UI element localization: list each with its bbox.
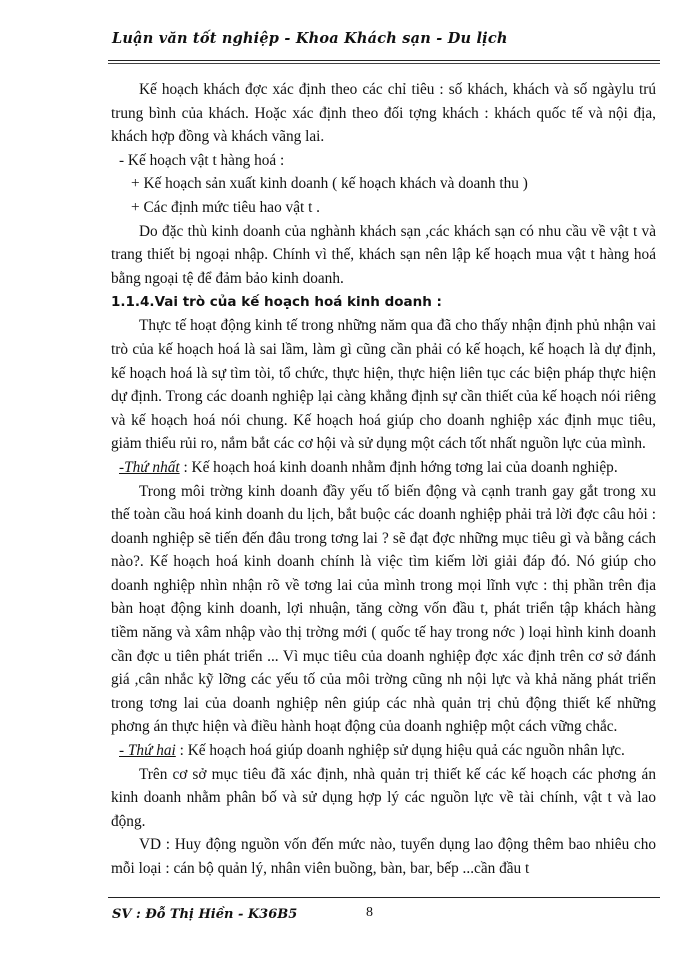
bullet-production-plan: + Kế hoạch sản xuất kinh doanh ( kế hoạch khách và doanh thu )	[131, 175, 528, 193]
bullet-material-plan: - Kế hoạch vật t hàng hoá :	[119, 151, 285, 169]
first-point-label: -Thứ nhất	[119, 458, 180, 476]
first-point-text: : Kế hoạch hoá kinh doanh nhằm định hớng tơng lai của doanh nghiệp.	[179, 458, 618, 476]
second-point-label: - Thứ hai	[119, 742, 176, 760]
document-body	[111, 78, 656, 881]
paragraph-guest-plan: Kế hoạch khách đợc xác định theo các chỉ tiêu : số khách, khách và số ngàylu trú trung bình của khách. Hoặc xác định theo đối tợng khách : khách quốc tế và nội địa, khách hợp đồng và khách vãng lai.	[111, 81, 656, 146]
paragraph-example: VD : Huy động nguồn vốn đến mức nào, tuyển dụng lao động thêm bao nhiêu cho mỗi loại : cán bộ quản lý, nhân viên buồng, bàn, bar, bếp ...cần đầu t	[111, 836, 656, 877]
paragraph-imports: Do đặc thù kinh doanh của nghành khách sạn ,các khách sạn có nhu cầu về vật t và trang thiết bị ngoại nhập. Chính vì thế, khách sạn nên lập kế hoạch mua vật t hàng hoá bằng ngoại tệ để đảm bảo kinh doanh.	[111, 222, 656, 287]
paragraph-first-point	[111, 456, 656, 480]
paragraph-environment: Trong môi trờng kinh doanh đầy yếu tố biến động và cạnh tranh gay gắt trong xu thế toàn cầu hoá kinh doanh du lịch, bắt buộc các doanh nghiệp phải trả lời đợc câu hỏi : doanh nghiệp sẽ tiến đến đâu trong tơng lai ? sẽ đạt đợc những mục tiêu gì và bằng cách nào?. Kế hoạch hoá kinh doanh chính là việc tìm kiếm lời giải đáp đó. Nó giúp cho doanh nghiệp nhìn nhận rõ về tơng lai của mình trong mọi lĩnh vực : thị phần trên địa bàn hoạt động kinh doanh, lợi nhuận, tăng cờng vốn đầu t, phát triển tập khách hàng tiềm năng và xâm nhập vào thị trờng mới ( quốc tế hay trong nớc ) loại hình kinh doanh cần đợc u tiên phát triển ... Vì mục tiêu của doanh nghiệp đợc xác định trên cơ sở đánh giá ,cân nhắc kỹ lỡng các yếu tố của môi trờng cũng nh nội lực và khả năng phát triển trong tơng lai của doanh nghiệp nên giúp các nhà quản trị chủ động thiết kế những phơng án thực hiện và điều hành hoạt động của doanh nghiệp một cách vững chắc.	[111, 482, 656, 736]
header-rule	[108, 60, 660, 61]
paragraph-second-point	[111, 739, 656, 763]
footer-rule	[108, 897, 660, 898]
header-rule-thin	[108, 63, 660, 64]
second-point-text: : Kế hoạch hoá giúp doanh nghiệp sử dụng hiệu quả các nguồn nhân lực.	[175, 742, 625, 760]
section-heading: 1.1.4.Vai trò của kế hoạch hoá kinh doanh :	[111, 294, 442, 311]
page-header: Luận văn tốt nghiệp - Khoa Khách sạn - Du lịch	[112, 30, 508, 47]
footer-author: SV : Đỗ Thị Hiền - K36B5	[112, 907, 298, 922]
bullet-consumption-norms: + Các định mức tiêu hao vật t .	[131, 198, 320, 216]
paragraph-role: Thực tế hoạt động kinh tế trong những năm qua đã cho thấy nhận định phủ nhận vai trò của kế hoạch hoá là sai lầm, làm gì cũng cần phải có kế hoạch, kế hoạch là dự định, kế hoạch hoá là sự tìm tòi, tổ chức, thực hiện, thực hiện liên tục các biện pháp thực hiện dự định. Trong các doanh nghiệp lại càng khẳng định sự cần thiết của kế hoạch nói riêng và kế hoạch hoá nói chung. Kế hoạch hoá giúp cho doanh nghiệp xác định mục tiêu, giảm thiểu rủi ro, nắm bắt các cơ hội và sử dụng một cách tốt nhất nguồn lực của mình.	[111, 317, 656, 453]
paragraph-resources: Trên cơ sở mục tiêu đã xác định, nhà quản trị thiết kế các kế hoạch các phơng án kinh doanh nhằm phân bố và sử dụng hợp lý các nguồn lực về tài chính, vật t và lao động.	[111, 765, 656, 830]
page-number: 8	[366, 905, 373, 920]
